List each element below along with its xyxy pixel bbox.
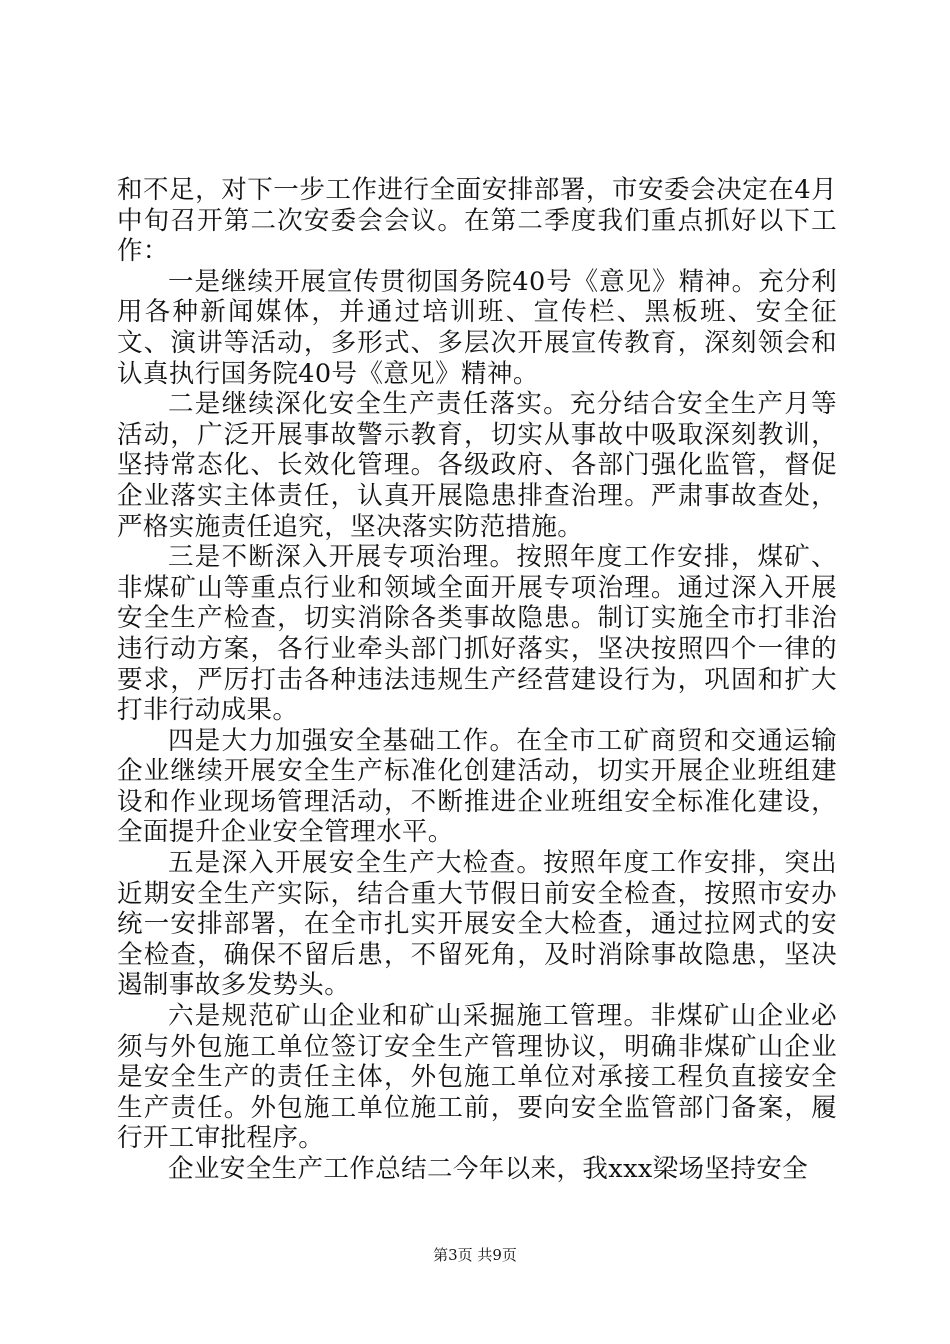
paragraph-item-1: 一是继续开展宣传贯彻国务院40号《意见》精神。充分利用各种新闻媒体，并通过培训班、宣传栏、黑板班、安全征文、演讲等活动，多形式、多层次开展宣传教育，深刻领会和认真执行国务院40号《意见》精神。: [117, 266, 837, 389]
paragraph-continuation: 和不足，对下一步工作进行全面安排部署，市安委会决定在4月中旬召开第二次安委会会议。在第二季度我们重点抓好以下工作：: [117, 175, 837, 267]
paragraph-item-6: 六是规范矿山企业和矿山采掘施工管理。非煤矿山企业必须与外包施工单位签订安全生产管理协议，明确非煤矿山企业是安全生产的责任主体，外包施工单位对承接工程负直接安全生产责任。外包施工单位施工前，要向安全监管部门备案，履行开工审批程序。: [117, 1001, 837, 1154]
paragraph-item-4: 四是大力加强安全基础工作。在全市工矿商贸和交通运输企业继续开展安全生产标准化创建活动，切实开展企业班组建设和作业现场管理活动，不断推进企业班组安全标准化建设，全面提升企业安全管理水平。: [117, 725, 837, 848]
paragraph-item-2: 二是继续深化安全生产责任落实。充分结合安全生产月等活动，广泛开展事故警示教育，切实从事故中吸取深刻教训，坚持常态化、长效化管理。各级政府、各部门强化监管，督促企业落实主体责任，认真开展隐患排查治理。严肃事故查处，严格实施责任追究，坚决落实防范措施。: [117, 389, 837, 542]
paragraph-next-section: 企业安全生产工作总结二今年以来，我xxx梁场坚持安全: [168, 1154, 809, 1184]
document-body: [117, 175, 837, 1185]
paragraph-item-5: 五是深入开展安全生产大检查。按照年度工作安排，突出近期安全生产实际，结合重大节假日前安全检查，按照市安办统一安排部署，在全市扎实开展安全大检查，通过拉网式的安全检查，确保不留后患，不留死角，及时消除事故隐患，坚决遏制事故多发势头。: [117, 848, 837, 1001]
page-number-label: 第3页 共9页: [433, 1246, 517, 1264]
paragraph-item-3: 三是不断深入开展专项治理。按照年度工作安排，煤矿、非煤矿山等重点行业和领域全面开展专项治理。通过深入开展安全生产检查，切实消除各类事故隐患。制订实施全市打非治违行动方案，各行业牵头部门抓好落实，坚决按照四个一律的要求，严厉打击各种违法违规生产经营建设行为，巩固和扩大打非行动成果。: [117, 542, 837, 726]
page-footer: [0, 1245, 950, 1265]
